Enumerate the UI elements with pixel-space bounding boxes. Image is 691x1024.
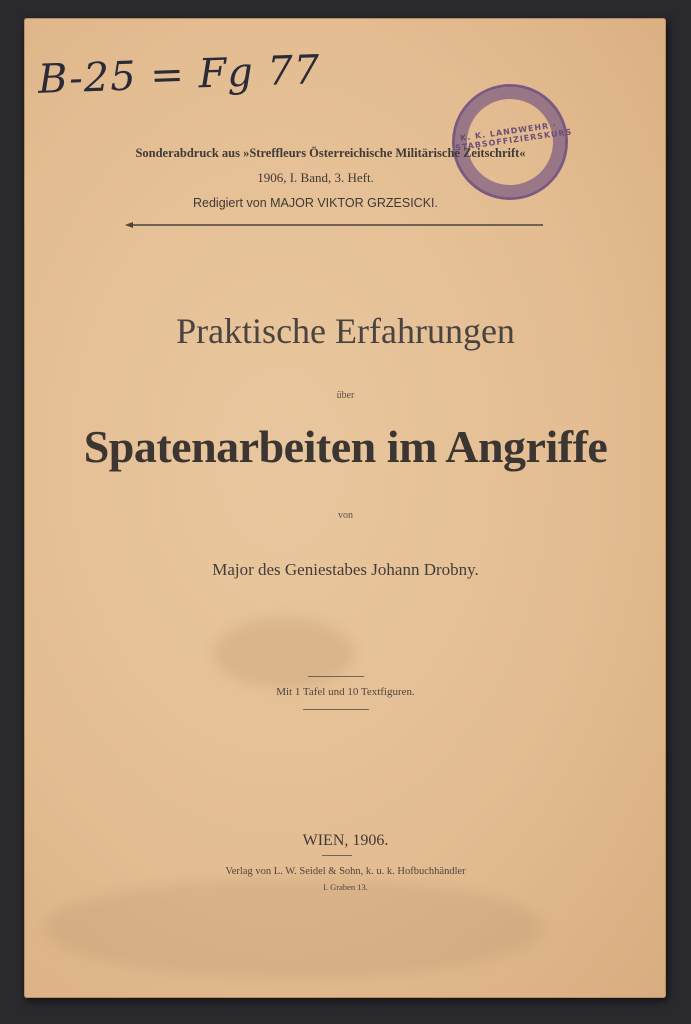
header-line-2: 1906, I. Band, 3. Heft. (257, 170, 374, 185)
title-line-1: Praktische Erfahrungen (176, 311, 515, 351)
header-rule (125, 220, 543, 230)
illustrations-note: Mit 1 Tafel und 10 Textfiguren. (276, 686, 415, 698)
document-page (24, 18, 666, 998)
imprint-address: I. Graben 13. (323, 882, 368, 892)
divider-short (303, 709, 369, 710)
header-line-1: Sonderabdruck aus »Streffleurs Österreichische Militärische Zeitschrift« (135, 146, 526, 160)
divider-short (322, 855, 352, 856)
imprint-place: WIEN, 1906. (302, 832, 389, 849)
stamp-text: K. K. LANDWEHR · STABSOFFIZIERSKURS (454, 120, 573, 153)
paper-stain (44, 878, 544, 978)
handwritten-reference: B-25 = Fg 77 (37, 47, 322, 103)
divider-short (308, 676, 364, 677)
by-label: von (338, 510, 353, 521)
title-connector: über (336, 390, 355, 401)
author-line: Major des Geniestabes Johann Drobny. (212, 560, 479, 579)
main-title: Spatenarbeiten im Angriffe (83, 421, 608, 472)
imprint-publisher: Verlag von L. W. Seidel & Sohn, k. u. k. Hofbuchhändler (225, 866, 466, 877)
paper-stain (214, 618, 354, 688)
header-line-3: Redigiert von MAJOR VIKTOR GRZESICKI. (193, 196, 438, 210)
